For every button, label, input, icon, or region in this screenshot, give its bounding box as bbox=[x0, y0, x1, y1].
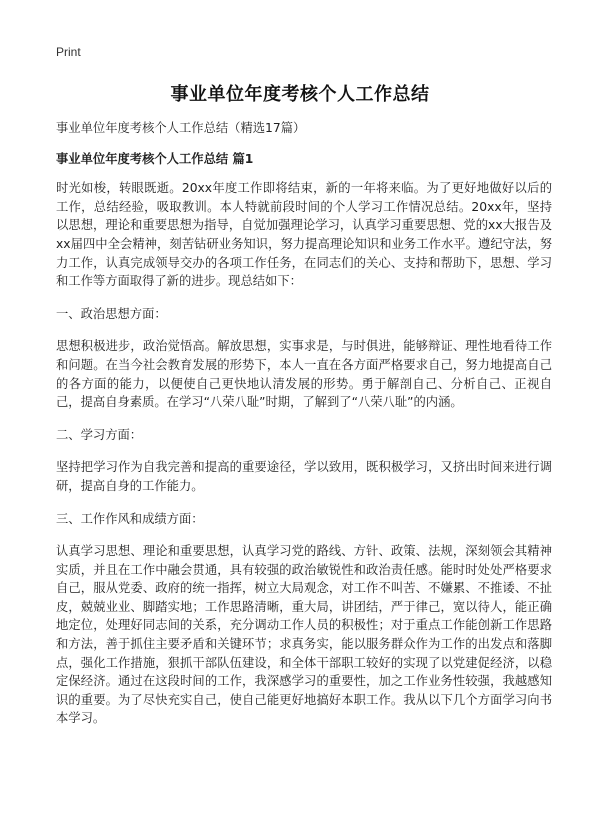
article-heading: 事业单位年度考核个人工作总结 篇1 bbox=[56, 151, 254, 166]
section-heading-politics: 一、政治思想方面： bbox=[56, 306, 167, 321]
section-body-study: 坚持把学习作为自我完善和提高的重要途径，学以致用，既积极学习，又挤出时间来进行调研，提高自身的工作能力。 bbox=[56, 460, 552, 493]
intro-paragraph: 时光如梭，转眼既逝。20xx年度工作即将结束，新的一年将来临。为了更好地做好以后的工作，总结经验，吸取教训。本人特就前段时间的个人学习工作情况总结。20xx年，坚持以思想，理论和重要思想为指导，自觉加强理论学习，认真学习重要思想、党的xx大报告及xx届四中全会精神，刻苦钻研业务知识，努力提高理论知识和业务工作水平。遵纪守法，努力工作，认真完成领导交办的各项工作任务，在同志们的关心、支持和帮助下，思想、学习和工作等方面取得了新的进步。现总结如下： bbox=[56, 181, 552, 289]
document-body bbox=[56, 119, 552, 728]
section-heading-study: 二、学习方面： bbox=[56, 427, 143, 442]
document-subtitle: 事业单位年度考核个人工作总结（精选17篇） bbox=[56, 121, 306, 135]
section-heading-work-style: 三、工作作风和成绩方面： bbox=[56, 511, 204, 526]
section-body-work-style: 认真学习思想、理论和重要思想，认真学习党的路线、方针、政策、法规，深刻领会其精神实质，并且在工作中融会贯通，具有较强的政治敏锐性和政治责任感。能时时处处严格要求自己，服从党委、政府的统一指挥，树立大局观念，对工作不叫苦、不嫌累、不推诿、不扯皮，兢兢业业、脚踏实地；工作思路清晰，重大局，讲团结，严于律己，宽以待人，能正确地定位，处理好同志间的关系，充分调动工作人员的积极性；对于重点工作能创新工作思路和方法，善于抓住主要矛盾和关键环节；求真务实，能以服务群众作为工作的出发点和落脚点，强化工作措施，狠抓干部队伍建设，和全体干部职工较好的实现了以党建促经济，以稳定保经济。通过在这段时间的工作，我深感学习的重要性，加之工作业务性较强，我越感知识的重要。为了尽快充实自己，使自己能更好地搞好本职工作。我从以下几个方面学习向书本学习。 bbox=[56, 544, 552, 726]
print-label[interactable]: Print bbox=[56, 45, 81, 59]
section-body-politics: 思想积极进步，政治觉悟高。解放思想，实事求是，与时俱进，能够辩证、理性地看待工作和问题。在当今社会教育发展的形势下，本人一直在各方面严格要求自己，努力地提高自己的各方面的能力，以便使自己更快地认清发展的形势。勇于解剖自己、分析自己、正视自己，提高自身素质。在学习“八荣八耻”时期，了解到了“八荣八耻”的内涵。 bbox=[56, 339, 552, 410]
document-title: 事业单位年度考核个人工作总结 bbox=[170, 84, 430, 105]
